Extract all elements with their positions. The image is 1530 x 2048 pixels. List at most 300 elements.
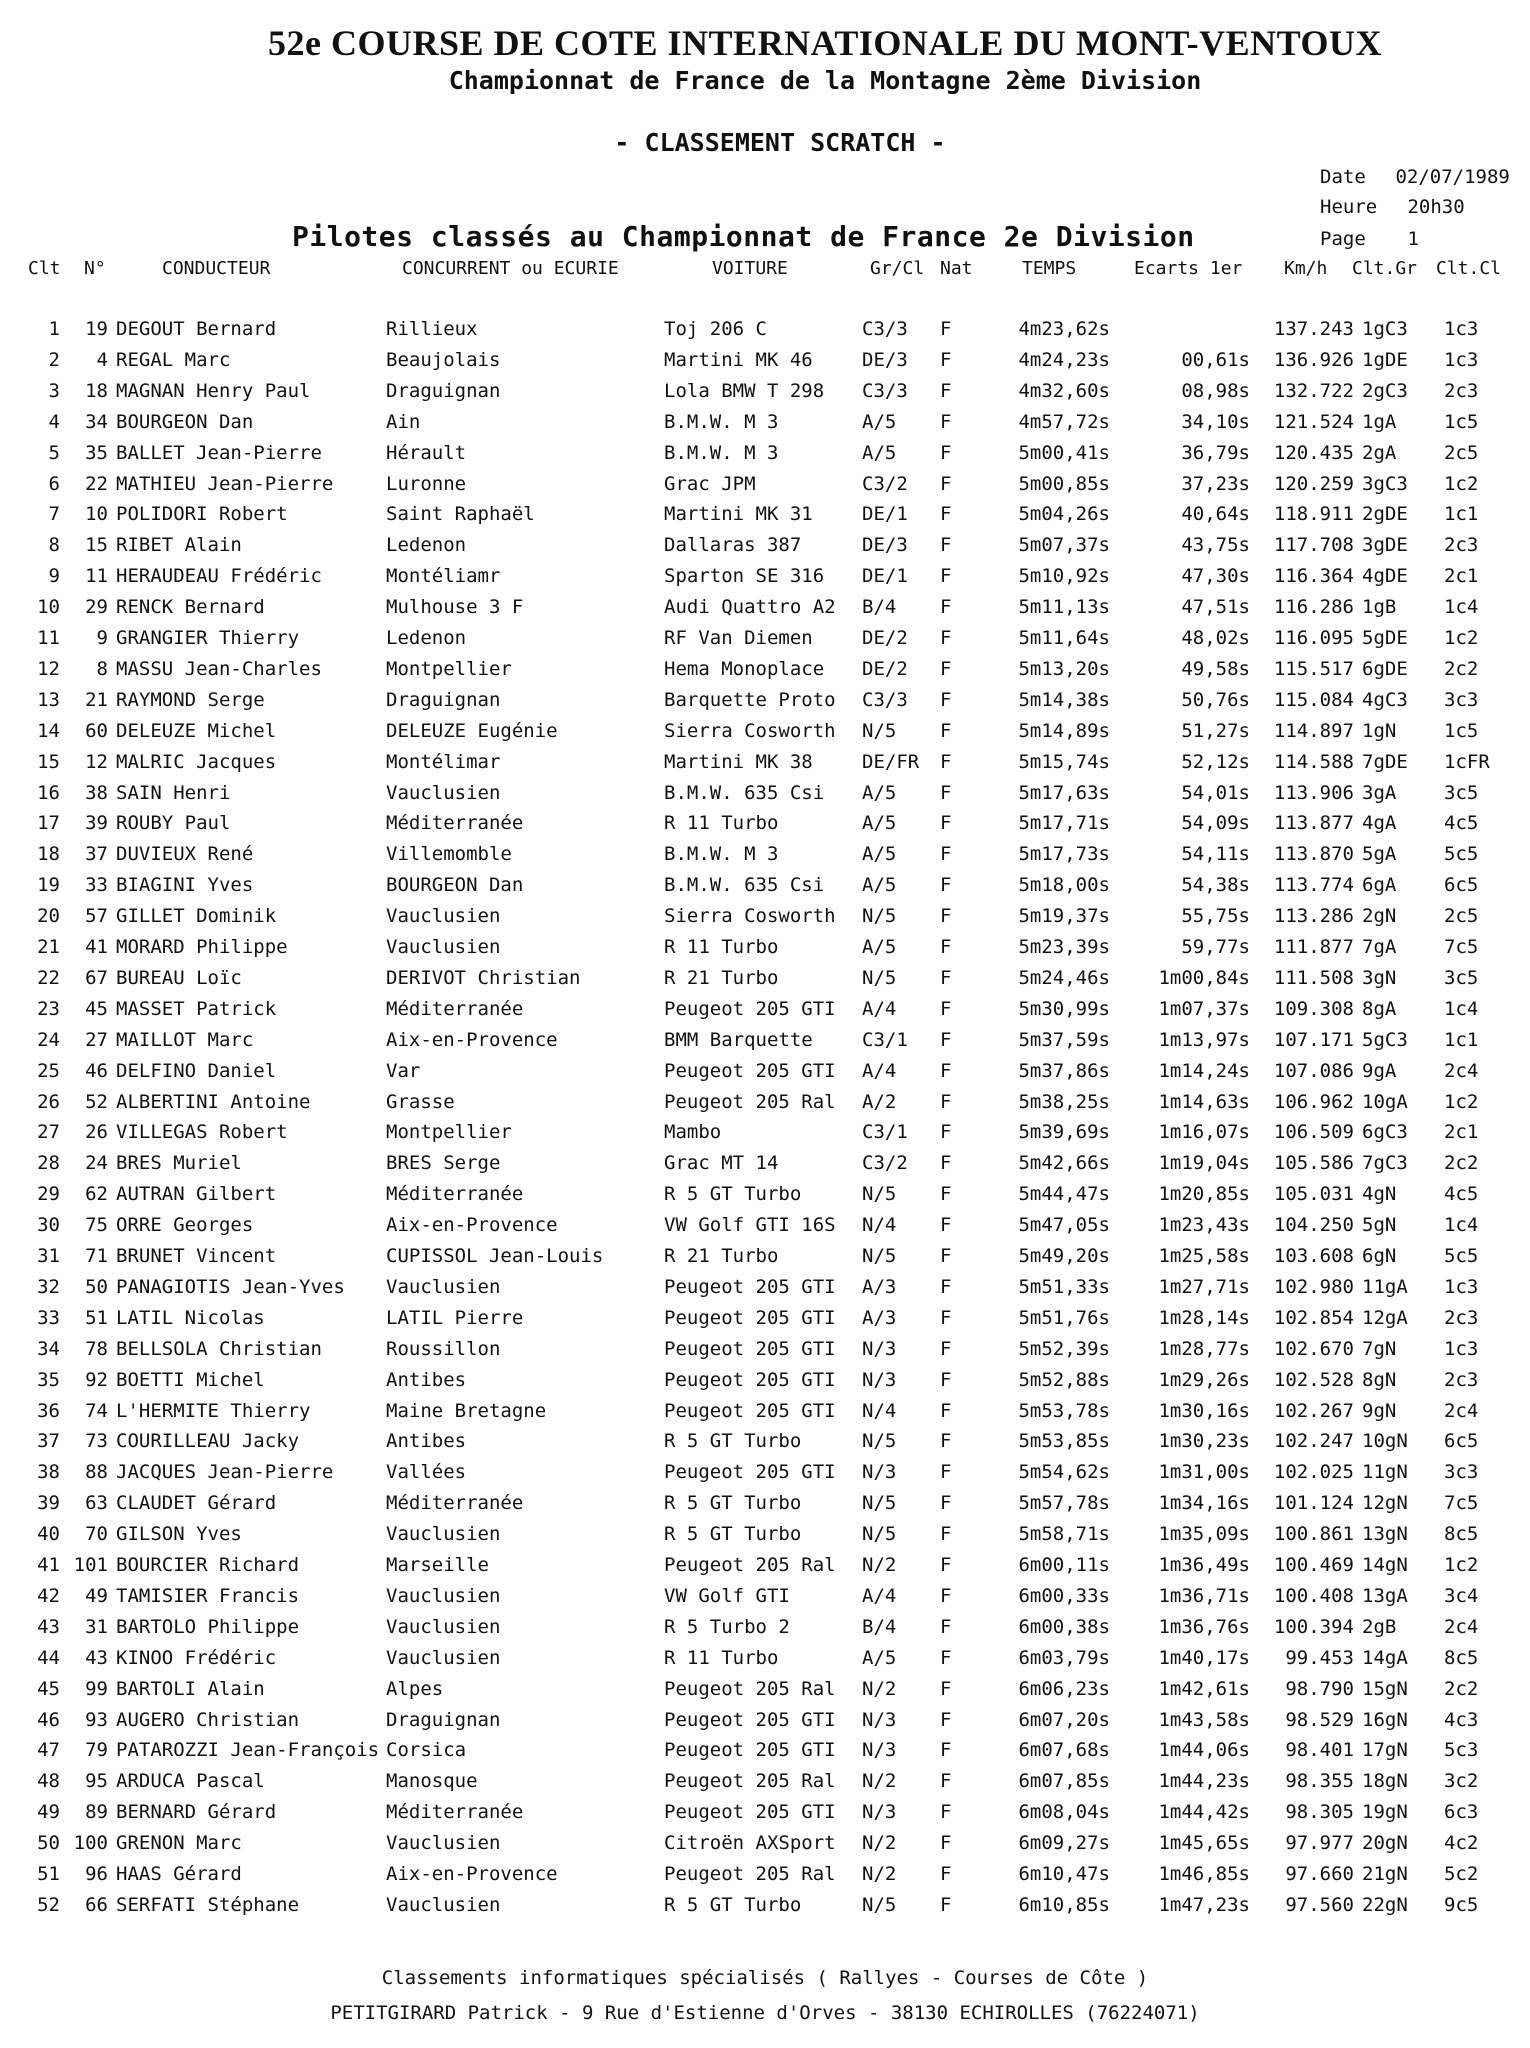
team-cell: Aix-en-Provence [386, 1029, 558, 1051]
driver-cell: POLIDORI Robert [116, 503, 288, 525]
team-cell: BOURGEON Dan [386, 874, 524, 896]
number-cell: 63 [85, 1492, 108, 1514]
table-row [0, 1643, 1530, 1674]
time-cell: 5m00,85s [1018, 473, 1110, 495]
table-row [0, 870, 1530, 901]
speed-cell: 109.308 [1273, 998, 1354, 1020]
driver-cell: BRES Muriel [116, 1152, 242, 1174]
table-row [0, 1828, 1530, 1859]
group-rank-cell: 20gN [1362, 1832, 1408, 1854]
car-cell: Grac JPM [664, 473, 756, 495]
speed-cell: 98.790 [1285, 1678, 1354, 1700]
group-rank-cell: 6gA [1362, 874, 1397, 896]
number-cell: 46 [85, 1060, 108, 1082]
class-cell: DE/FR [862, 751, 920, 773]
number-cell: 52 [85, 1091, 108, 1113]
group-rank-cell: 3gN [1362, 967, 1397, 989]
car-cell: Martini MK 31 [664, 503, 813, 525]
driver-cell: BARTOLO Philippe [116, 1616, 300, 1638]
group-rank-cell: 8gA [1362, 998, 1397, 1020]
time-cell: 5m17,71s [1018, 812, 1110, 834]
gap-cell: 59,77s [1181, 936, 1250, 958]
nat-cell: F [940, 565, 952, 587]
nat-cell: F [940, 1832, 952, 1854]
number-cell: 21 [85, 689, 108, 711]
rank-cell: 7 [48, 503, 60, 525]
car-cell: R 5 GT Turbo [664, 1894, 802, 1916]
driver-cell: SERFATI Stéphane [116, 1894, 300, 1916]
car-cell: B.M.W. M 3 [664, 411, 779, 433]
car-cell: R 11 Turbo [664, 812, 779, 834]
rank-cell: 48 [37, 1770, 60, 1792]
class-cell: N/5 [862, 1183, 897, 1205]
class-cell: N/5 [862, 1492, 897, 1514]
group-rank-cell: 2gA [1362, 442, 1397, 464]
driver-cell: RAYMOND Serge [116, 689, 265, 711]
speed-cell: 97.560 [1285, 1894, 1354, 1916]
gap-cell: 1m00,84s [1158, 967, 1250, 989]
class-rank-cell: 6c5 [1444, 1430, 1479, 1452]
car-cell: BMM Barquette [664, 1029, 813, 1051]
table-row [0, 1488, 1530, 1519]
table-row [0, 1705, 1530, 1736]
driver-cell: MAGNAN Henry Paul [116, 380, 311, 402]
team-cell: Ledenon [386, 627, 467, 649]
speed-cell: 115.517 [1273, 658, 1354, 680]
driver-cell: BIAGINI Yves [116, 874, 254, 896]
driver-cell: PANAGIOTIS Jean-Yves [116, 1276, 345, 1298]
group-rank-cell: 10gA [1362, 1091, 1408, 1113]
car-cell: R 11 Turbo [664, 1647, 779, 1669]
class-rank-cell: 1c3 [1444, 1276, 1479, 1298]
gap-cell: 1m36,49s [1158, 1554, 1250, 1576]
class-cell: DE/3 [862, 349, 908, 371]
car-cell: Barquette Proto [664, 689, 836, 711]
car-cell: R 5 Turbo 2 [664, 1616, 790, 1638]
team-cell: Méditerranée [386, 1183, 524, 1205]
time-cell: 5m07,37s [1018, 534, 1110, 556]
number-cell: 19 [85, 318, 108, 340]
group-rank-cell: 2gB [1362, 1616, 1397, 1638]
rank-cell: 5 [48, 442, 60, 464]
gap-cell: 52,12s [1181, 751, 1250, 773]
group-rank-cell: 9gA [1362, 1060, 1397, 1082]
class-rank-cell: 2c2 [1444, 1152, 1479, 1174]
driver-cell: RIBET Alain [116, 534, 242, 556]
speed-cell: 115.084 [1273, 689, 1354, 711]
class-rank-cell: 3c3 [1444, 689, 1479, 711]
class-rank-cell: 1cFR [1444, 751, 1490, 773]
nat-cell: F [940, 503, 952, 525]
group-rank-cell: 5gN [1362, 1214, 1397, 1236]
class-cell: DE/1 [862, 503, 908, 525]
driver-cell: BARTOLI Alain [116, 1678, 265, 1700]
car-cell: Martini MK 46 [664, 349, 813, 371]
table-row [0, 1396, 1530, 1427]
class-cell: A/5 [862, 812, 897, 834]
number-cell: 67 [85, 967, 108, 989]
speed-cell: 102.980 [1273, 1276, 1354, 1298]
class-rank-cell: 2c1 [1444, 1121, 1479, 1143]
col-ecarts: Ecarts 1er [1134, 258, 1243, 279]
number-cell: 75 [85, 1214, 108, 1236]
team-cell: Méditerranée [386, 998, 524, 1020]
time-cell: 4m23,62s [1018, 318, 1110, 340]
car-cell: Peugeot 205 Ral [664, 1863, 836, 1885]
rank-cell: 28 [37, 1152, 60, 1174]
class-rank-cell: 1c2 [1444, 627, 1479, 649]
class-rank-cell: 4c3 [1444, 1709, 1479, 1731]
class-rank-cell: 9c5 [1444, 1894, 1479, 1916]
number-cell: 26 [85, 1121, 108, 1143]
rank-cell: 29 [37, 1183, 60, 1205]
time-cell: 5m23,39s [1018, 936, 1110, 958]
table-row [0, 1550, 1530, 1581]
table-row [0, 1365, 1530, 1396]
gap-cell: 1m46,85s [1158, 1863, 1250, 1885]
gap-cell: 36,79s [1181, 442, 1250, 464]
speed-cell: 102.528 [1273, 1369, 1354, 1391]
speed-cell: 100.408 [1273, 1585, 1354, 1607]
group-rank-cell: 5gDE [1362, 627, 1408, 649]
rank-cell: 8 [48, 534, 60, 556]
nat-cell: F [940, 473, 952, 495]
nat-cell: F [940, 534, 952, 556]
class-cell: N/5 [862, 967, 897, 989]
number-cell: 29 [85, 596, 108, 618]
gap-cell: 37,23s [1181, 473, 1250, 495]
rank-cell: 33 [37, 1307, 60, 1329]
team-cell: BRES Serge [386, 1152, 501, 1174]
class-rank-cell: 3c5 [1444, 967, 1479, 989]
speed-cell: 113.774 [1273, 874, 1354, 896]
rank-cell: 35 [37, 1369, 60, 1391]
group-rank-cell: 3gC3 [1362, 473, 1408, 495]
class-cell: N/3 [862, 1709, 897, 1731]
table-row [0, 1426, 1530, 1457]
class-rank-cell: 1c4 [1444, 998, 1479, 1020]
number-cell: 41 [85, 936, 108, 958]
rank-cell: 26 [37, 1091, 60, 1113]
class-cell: A/5 [862, 442, 897, 464]
date-value: 02/07/1989 [1395, 166, 1510, 188]
rank-cell: 44 [37, 1647, 60, 1669]
gap-cell: 55,75s [1181, 905, 1250, 927]
car-cell: R 21 Turbo [664, 1245, 779, 1267]
table-row [0, 1179, 1530, 1210]
number-cell: 51 [85, 1307, 108, 1329]
gap-cell: 34,10s [1181, 411, 1250, 433]
table-row [0, 716, 1530, 747]
table-row [0, 778, 1530, 809]
table-row [0, 1303, 1530, 1334]
time-cell: 5m44,47s [1018, 1183, 1110, 1205]
team-cell: Var [386, 1060, 421, 1082]
class-rank-cell: 1c2 [1444, 1091, 1479, 1113]
nat-cell: F [940, 1523, 952, 1545]
time-cell: 5m37,86s [1018, 1060, 1110, 1082]
number-cell: 101 [73, 1554, 108, 1576]
nat-cell: F [940, 596, 952, 618]
table-row [0, 654, 1530, 685]
number-cell: 71 [85, 1245, 108, 1267]
team-cell: Vauclusien [386, 936, 501, 958]
group-rank-cell: 1gA [1362, 411, 1397, 433]
nat-cell: F [940, 627, 952, 649]
time-cell: 5m51,33s [1018, 1276, 1110, 1298]
time-cell: 4m57,72s [1018, 411, 1110, 433]
rank-cell: 20 [37, 905, 60, 927]
table-row [0, 1056, 1530, 1087]
table-row [0, 1612, 1530, 1643]
gap-cell: 1m16,07s [1158, 1121, 1250, 1143]
rank-cell: 47 [37, 1739, 60, 1761]
class-cell: N/2 [862, 1770, 897, 1792]
class-cell: A/5 [862, 782, 897, 804]
table-row [0, 1457, 1530, 1488]
class-rank-cell: 1c3 [1444, 349, 1479, 371]
time-cell: 5m58,71s [1018, 1523, 1110, 1545]
team-cell: Draguignan [386, 689, 501, 711]
driver-cell: AUGERO Christian [116, 1709, 300, 1731]
team-cell: Méditerranée [386, 1492, 524, 1514]
car-cell: B.M.W. M 3 [664, 442, 779, 464]
time-cell: 5m04,26s [1018, 503, 1110, 525]
team-cell: Beaujolais [386, 349, 501, 371]
class-rank-cell: 1c1 [1444, 503, 1479, 525]
class-rank-cell: 2c4 [1444, 1616, 1479, 1638]
car-cell: Peugeot 205 Ral [664, 1554, 836, 1576]
class-rank-cell: 5c5 [1444, 843, 1479, 865]
team-cell: Méditerranée [386, 1801, 524, 1823]
group-rank-cell: 5gC3 [1362, 1029, 1408, 1051]
number-cell: 45 [85, 998, 108, 1020]
team-cell: Roussillon [386, 1338, 501, 1360]
table-row [0, 963, 1530, 994]
table-row [0, 592, 1530, 623]
speed-cell: 104.250 [1273, 1214, 1354, 1236]
gap-cell: 47,30s [1181, 565, 1250, 587]
rank-cell: 42 [37, 1585, 60, 1607]
class-cell: B/4 [862, 596, 897, 618]
driver-cell: MASSET Patrick [116, 998, 277, 1020]
group-rank-cell: 21gN [1362, 1863, 1408, 1885]
group-rank-cell: 12gN [1362, 1492, 1408, 1514]
table-row [0, 1797, 1530, 1828]
car-cell: Peugeot 205 GTI [664, 1276, 836, 1298]
rank-cell: 25 [37, 1060, 60, 1082]
number-cell: 60 [85, 720, 108, 742]
number-cell: 50 [85, 1276, 108, 1298]
time-cell: 6m07,68s [1018, 1739, 1110, 1761]
table-row [0, 1210, 1530, 1241]
time-cell: 5m14,89s [1018, 720, 1110, 742]
table-row [0, 1859, 1530, 1890]
team-cell: Draguignan [386, 1709, 501, 1731]
team-cell: Grasse [386, 1091, 455, 1113]
car-cell: Grac MT 14 [664, 1152, 779, 1174]
car-cell: Peugeot 205 GTI [664, 1801, 836, 1823]
team-cell: Saint Raphaël [386, 503, 535, 525]
col-nat: Nat [940, 258, 973, 279]
gap-cell: 1m07,37s [1158, 998, 1250, 1020]
nat-cell: F [940, 843, 952, 865]
team-cell: Corsica [386, 1739, 467, 1761]
rank-cell: 40 [37, 1523, 60, 1545]
car-cell: Hema Monoplace [664, 658, 825, 680]
team-cell: Luronne [386, 473, 467, 495]
time-cell: 6m03,79s [1018, 1647, 1110, 1669]
gap-cell: 43,75s [1181, 534, 1250, 556]
car-cell: Peugeot 205 GTI [664, 1338, 836, 1360]
group-rank-cell: 16gN [1362, 1709, 1408, 1731]
driver-cell: MORARD Philippe [116, 936, 288, 958]
number-cell: 34 [85, 411, 108, 433]
number-cell: 12 [85, 751, 108, 773]
team-cell: Montélimar [386, 751, 501, 773]
number-cell: 27 [85, 1029, 108, 1051]
gap-cell: 1m14,24s [1158, 1060, 1250, 1082]
gap-cell: 1m25,58s [1158, 1245, 1250, 1267]
speed-cell: 100.469 [1273, 1554, 1354, 1576]
time-cell: 5m17,73s [1018, 843, 1110, 865]
time-cell: 5m51,76s [1018, 1307, 1110, 1329]
class-rank-cell: 2c5 [1444, 905, 1479, 927]
time-cell: 5m30,99s [1018, 998, 1110, 1020]
driver-cell: HERAUDEAU Frédéric [116, 565, 322, 587]
nat-cell: F [940, 967, 952, 989]
nat-cell: F [940, 411, 952, 433]
car-cell: R 11 Turbo [664, 936, 779, 958]
table-row [0, 1025, 1530, 1056]
class-rank-cell: 7c5 [1444, 1492, 1479, 1514]
nat-cell: F [940, 1183, 952, 1205]
footer-line-1: Classements informatiques spécialisés ( Rallyes - Courses de Côte ) [381, 1967, 1149, 1989]
speed-cell: 113.877 [1273, 812, 1354, 834]
speed-cell: 117.708 [1273, 534, 1354, 556]
number-cell: 10 [85, 503, 108, 525]
class-rank-cell: 4c2 [1444, 1832, 1479, 1854]
driver-cell: BOURGEON Dan [116, 411, 254, 433]
nat-cell: F [940, 1276, 952, 1298]
team-cell: Aix-en-Provence [386, 1863, 558, 1885]
nat-cell: F [940, 1245, 952, 1267]
table-row [0, 747, 1530, 778]
team-cell: Vauclusien [386, 782, 501, 804]
gap-cell: 1m28,14s [1158, 1307, 1250, 1329]
table-row [0, 1272, 1530, 1303]
team-cell: Vauclusien [386, 1894, 501, 1916]
class-cell: C3/3 [862, 318, 908, 340]
car-cell: RF Van Diemen [664, 627, 813, 649]
speed-cell: 132.722 [1273, 380, 1354, 402]
driver-cell: COURILLEAU Jacky [116, 1430, 300, 1452]
team-cell: Marseille [386, 1554, 489, 1576]
rank-cell: 24 [37, 1029, 60, 1051]
time-cell: 6m06,23s [1018, 1678, 1110, 1700]
group-rank-cell: 11gA [1362, 1276, 1408, 1298]
car-cell: Peugeot 205 GTI [664, 1369, 836, 1391]
nat-cell: F [940, 349, 952, 371]
group-rank-cell: 11gN [1362, 1461, 1408, 1483]
speed-cell: 99.453 [1285, 1647, 1354, 1669]
nat-cell: F [940, 1214, 952, 1236]
nat-cell: F [940, 658, 952, 680]
car-cell: Sierra Cosworth [664, 905, 836, 927]
rank-cell: 16 [37, 782, 60, 804]
class-rank-cell: 4c5 [1444, 1183, 1479, 1205]
group-rank-cell: 8gN [1362, 1369, 1397, 1391]
col-voiture: VOITURE [712, 258, 788, 279]
class-cell: C3/2 [862, 1152, 908, 1174]
driver-cell: MATHIEU Jean-Pierre [116, 473, 334, 495]
rank-cell: 43 [37, 1616, 60, 1638]
car-cell: Peugeot 205 GTI [664, 1060, 836, 1082]
gap-cell: 49,58s [1181, 658, 1250, 680]
gap-cell: 1m31,00s [1158, 1461, 1250, 1483]
number-cell: 38 [85, 782, 108, 804]
class-cell: A/4 [862, 1060, 897, 1082]
col-cltcl: Clt.Cl [1436, 258, 1502, 279]
time-cell: 5m37,59s [1018, 1029, 1110, 1051]
rank-cell: 4 [48, 411, 60, 433]
driver-cell: BOURCIER Richard [116, 1554, 300, 1576]
time-cell: 5m52,39s [1018, 1338, 1110, 1360]
class-cell: DE/3 [862, 534, 908, 556]
number-cell: 73 [85, 1430, 108, 1452]
number-cell: 4 [96, 349, 108, 371]
driver-cell: DUVIEUX René [116, 843, 254, 865]
number-cell: 74 [85, 1400, 108, 1422]
speed-cell: 114.897 [1273, 720, 1354, 742]
time-cell: 4m24,23s [1018, 349, 1110, 371]
class-cell: N/5 [862, 1245, 897, 1267]
driver-cell: JACQUES Jean-Pierre [116, 1461, 334, 1483]
class-rank-cell: 2c3 [1444, 1369, 1479, 1391]
class-cell: DE/2 [862, 658, 908, 680]
driver-cell: REGAL Marc [116, 349, 231, 371]
car-cell: B.M.W. 635 Csi [664, 874, 825, 896]
rank-cell: 37 [37, 1430, 60, 1452]
time-cell: 5m18,00s [1018, 874, 1110, 896]
table-row [0, 469, 1530, 500]
car-cell: VW Golf GTI 16S [664, 1214, 836, 1236]
class-rank-cell: 6c3 [1444, 1801, 1479, 1823]
class-cell: A/5 [862, 936, 897, 958]
class-cell: C3/3 [862, 380, 908, 402]
gap-cell: 1m30,16s [1158, 1400, 1250, 1422]
class-cell: N/2 [862, 1678, 897, 1700]
number-cell: 39 [85, 812, 108, 834]
group-rank-cell: 2gDE [1362, 503, 1408, 525]
class-rank-cell: 2c3 [1444, 380, 1479, 402]
gap-cell: 1m35,09s [1158, 1523, 1250, 1545]
class-rank-cell: 2c3 [1444, 534, 1479, 556]
nat-cell: F [940, 1492, 952, 1514]
car-cell: Peugeot 205 Ral [664, 1678, 836, 1700]
nat-cell: F [940, 442, 952, 464]
time-cell: 5m49,20s [1018, 1245, 1110, 1267]
rank-cell: 1 [48, 318, 60, 340]
gap-cell: 1m28,77s [1158, 1338, 1250, 1360]
nat-cell: F [940, 380, 952, 402]
gap-cell: 1m27,71s [1158, 1276, 1250, 1298]
gap-cell: 08,98s [1181, 380, 1250, 402]
time-cell: 5m38,25s [1018, 1091, 1110, 1113]
time-cell: 5m54,62s [1018, 1461, 1110, 1483]
nat-cell: F [940, 1770, 952, 1792]
rank-cell: 6 [48, 473, 60, 495]
